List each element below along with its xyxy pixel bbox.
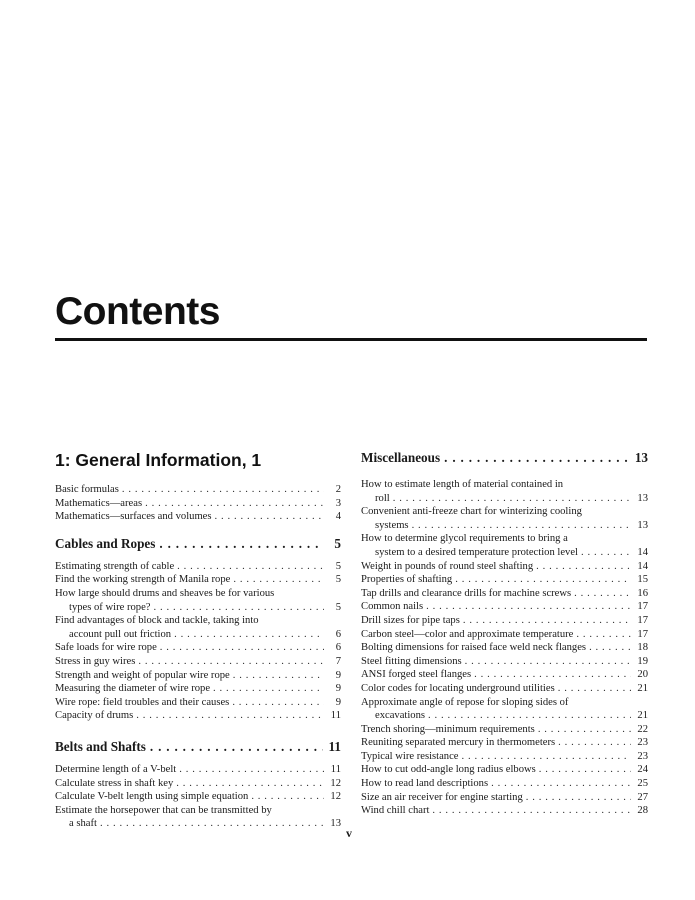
entry-line (55, 682, 341, 696)
leader-dots (160, 641, 324, 655)
entry-title: Mathematics—areas (55, 497, 143, 509)
leader-dots (176, 777, 324, 791)
entry-line (361, 573, 648, 587)
toc-entry[interactable] (55, 790, 341, 804)
toc-entry[interactable] (55, 560, 341, 574)
leader-dots (589, 641, 631, 655)
section-title: Cables and Ropes (55, 535, 156, 551)
entry-line (361, 682, 648, 696)
entry-line (361, 763, 648, 777)
leader-dots (428, 709, 631, 723)
entry-title: Weight in pounds of round steel shafting (361, 560, 534, 572)
entry-line (361, 546, 648, 560)
entry-page: 2 (335, 484, 341, 495)
entry-title: systems (375, 519, 409, 531)
entry-page: 5 (335, 574, 341, 586)
entry-title: Safe loads for wire rope (55, 642, 157, 654)
leader-dots (215, 510, 324, 524)
leader-dots (232, 696, 324, 710)
misc-entries (361, 478, 648, 818)
leader-dots (179, 763, 324, 777)
leader-dots (251, 790, 324, 804)
entry-page: 6 (335, 628, 341, 640)
entry-title-line: Estimate the horsepower that can be transmitted by (55, 804, 272, 816)
left-column (55, 448, 341, 831)
toc-entry[interactable] (361, 641, 648, 655)
entry-line (55, 601, 341, 615)
entry-title: Wind chill chart (361, 805, 430, 817)
toc-entry[interactable] (361, 614, 648, 628)
entry-title: Color codes for locating underground utilities (361, 682, 555, 694)
entry-page: 23 (637, 750, 648, 762)
entry-title: roll (375, 492, 390, 504)
entry-line (361, 655, 648, 669)
entry-page: 20 (637, 669, 648, 681)
entry-title: Reuniting separated mercury in thermometers (361, 737, 556, 749)
leader-dots (432, 804, 631, 818)
intro-entries (55, 483, 341, 524)
toc-entry[interactable] (361, 655, 648, 669)
entry-title: types of wire rope? (69, 601, 151, 613)
entry-title: Calculate stress in shaft key (55, 777, 174, 789)
entry-title-line: Approximate angle of repose for sloping sides of (361, 696, 569, 708)
entry-line (361, 492, 648, 506)
leader-dots (100, 817, 324, 831)
toc-entry[interactable] (361, 573, 648, 587)
leader-dots (474, 668, 631, 682)
title-rule (55, 338, 647, 341)
leader-dots (539, 763, 631, 777)
leader-dots (444, 450, 630, 466)
entry-title: Steel fitting dimensions (361, 655, 462, 667)
leader-dots (174, 628, 324, 642)
entry-line (55, 483, 341, 497)
entry-title: a shaft (69, 818, 97, 830)
entry-line (55, 655, 341, 669)
entry-page: 22 (637, 723, 648, 735)
section-page: 11 (328, 738, 341, 754)
leader-dots (526, 791, 631, 805)
toc-entry[interactable] (55, 763, 341, 777)
leader-dots (412, 519, 631, 533)
entry-page: 11 (330, 710, 341, 722)
entry-page: 13 (330, 818, 341, 830)
entry-page: 11 (330, 763, 341, 775)
entry-page: 17 (637, 601, 648, 613)
leader-dots (455, 573, 631, 587)
entry-page: 13 (637, 492, 648, 504)
section-heading-belts[interactable] (55, 739, 341, 755)
right-column (361, 448, 648, 818)
toc-entry[interactable] (361, 696, 648, 723)
entry-page: 28 (637, 805, 648, 817)
leader-dots (558, 682, 631, 696)
entry-title-line: How to estimate length of material contained in (361, 479, 564, 490)
leader-dots (576, 628, 631, 642)
entry-title: Wire rope: field troubles and their causes (55, 696, 230, 708)
entry-line (55, 763, 341, 777)
entry-page: 5 (335, 560, 341, 572)
entry-line (361, 750, 648, 764)
entry-page: 12 (330, 777, 341, 789)
entry-page: 7 (335, 655, 341, 667)
toc-entry[interactable] (361, 763, 648, 777)
entry-page: 9 (335, 669, 341, 681)
entry-title: Common nails (361, 601, 424, 613)
entry-line (361, 560, 648, 574)
entry-title: Mathematics—surfaces and volumes (55, 511, 212, 523)
toc-entry[interactable] (361, 723, 648, 737)
leader-dots (463, 614, 631, 628)
entry-line (55, 573, 341, 587)
entry-title: Drill sizes for pipe taps (361, 614, 460, 626)
leader-dots (581, 546, 631, 560)
entry-line (361, 628, 648, 642)
entry-page: 21 (637, 682, 648, 694)
section-heading-misc[interactable] (361, 450, 648, 466)
belts-entries (55, 763, 341, 831)
entry-page: 27 (637, 791, 648, 803)
entry-line (55, 709, 341, 723)
entry-line (55, 817, 341, 831)
entry-line (361, 587, 648, 601)
section-heading-cables[interactable] (55, 536, 341, 552)
entry-title: Typical wire resistance (361, 750, 459, 762)
toc-entry[interactable] (361, 777, 648, 791)
entry-title: excavations (375, 710, 426, 722)
entry-page: 14 (637, 546, 648, 558)
entry-title-line: Find advantages of block and tackle, taking into (55, 615, 259, 627)
leader-dots (491, 777, 631, 791)
leader-dots (213, 682, 324, 696)
entry-line (55, 669, 341, 683)
entry-page: 5 (335, 601, 341, 613)
entry-page: 25 (637, 778, 648, 790)
entry-line (55, 497, 341, 511)
entry-page: 18 (637, 642, 648, 654)
toc-entry[interactable] (55, 669, 341, 683)
toc-entry[interactable] (55, 573, 341, 587)
section-page: 5 (334, 535, 341, 551)
entry-title: ANSI forged steel flanges (361, 669, 472, 681)
leader-dots (159, 536, 323, 552)
leader-dots (136, 709, 324, 723)
toc-entry[interactable] (361, 750, 648, 764)
toc-entry[interactable] (55, 614, 341, 641)
entry-line (361, 723, 648, 737)
entry-line (361, 736, 648, 750)
entry-title: Estimating strength of cable (55, 560, 175, 572)
entry-line (361, 668, 648, 682)
entry-page: 12 (330, 791, 341, 803)
toc-entry[interactable] (361, 791, 648, 805)
leader-dots (233, 573, 324, 587)
entry-title: Stress in guy wires (55, 655, 136, 667)
entry-line (361, 614, 648, 628)
leader-dots (150, 739, 323, 755)
entry-title: Size an air receiver for engine starting (361, 791, 523, 803)
entry-line (361, 600, 648, 614)
toc-entry[interactable] (55, 696, 341, 710)
toc-entry[interactable] (361, 587, 648, 601)
entry-title: Find the working strength of Manila rope (55, 574, 231, 586)
toc-entry[interactable] (55, 777, 341, 791)
toc-entry[interactable] (55, 483, 341, 497)
toc-entry[interactable] (361, 668, 648, 682)
entry-title: Trench shoring—minimum requirements (361, 723, 535, 735)
entry-page: 14 (637, 560, 648, 572)
entry-title: How to read land descriptions (361, 778, 489, 790)
entry-title: Strength and weight of popular wire rope (55, 669, 230, 681)
entry-page: 4 (335, 511, 341, 523)
toc-entry[interactable] (361, 600, 648, 614)
entry-title-line: How large should drums and sheaves be for various (55, 587, 275, 599)
entry-line (55, 777, 341, 791)
entry-line (55, 696, 341, 710)
entry-line (361, 804, 648, 818)
section-page: 13 (634, 450, 648, 465)
leader-dots (145, 497, 324, 511)
entry-page: 16 (637, 587, 648, 599)
toc-entry[interactable] (55, 709, 341, 723)
toc-entry[interactable] (55, 510, 341, 524)
leader-dots (153, 601, 324, 615)
entry-title: Calculate V-belt length using simple equation (55, 791, 249, 803)
entry-page: 23 (637, 737, 648, 749)
entry-title: How to cut odd-angle long radius elbows (361, 764, 536, 776)
entry-page: 3 (335, 497, 341, 509)
section-title: Belts and Shafts (55, 738, 146, 754)
entry-title: Basic formulas (55, 484, 119, 495)
toc-entry[interactable] (361, 628, 648, 642)
toc-entry[interactable] (361, 804, 648, 818)
entry-page: 24 (637, 764, 648, 776)
toc-entry[interactable] (361, 682, 648, 696)
page-folio: v (346, 826, 352, 840)
entry-line (55, 560, 341, 574)
leader-dots (393, 492, 631, 506)
entry-line (55, 628, 341, 642)
entry-title: Capacity of drums (55, 710, 134, 722)
toc-entry[interactable] (55, 682, 341, 696)
toc-entry[interactable] (55, 804, 341, 831)
leader-dots (138, 655, 324, 669)
entry-line (361, 777, 648, 791)
leader-dots (538, 723, 631, 737)
toc-entry[interactable] (55, 497, 341, 511)
toc-entry[interactable] (361, 736, 648, 750)
entry-title: Properties of shafting (361, 574, 453, 586)
entry-page: 9 (335, 696, 341, 708)
entry-title: Tap drills and clearance drills for machine screws (361, 587, 572, 599)
page-title: Contents (55, 290, 220, 333)
leader-dots (574, 587, 631, 601)
toc-entry[interactable] (361, 560, 648, 574)
toc-entry[interactable] (55, 587, 341, 614)
toc-entry[interactable] (361, 532, 648, 559)
entry-page: 6 (335, 642, 341, 654)
entry-title-line: Convenient anti-freeze chart for winterizing cooling (361, 506, 582, 518)
entry-line (361, 641, 648, 655)
entry-line (361, 791, 648, 805)
leader-dots (177, 560, 324, 574)
entry-title: account pull out friction (69, 628, 172, 640)
entry-page: 13 (637, 519, 648, 531)
entry-page: 21 (637, 710, 648, 722)
leader-dots (465, 655, 631, 669)
entry-title-line: How to determine glycol requirements to bring a (361, 533, 568, 545)
entry-line (55, 641, 341, 655)
leader-dots (122, 483, 324, 497)
entry-page: 15 (637, 574, 648, 586)
entry-title: Carbon steel—color and approximate temperature (361, 628, 574, 640)
entry-title: Bolting dimensions for raised face weld neck flanges (361, 642, 587, 654)
entry-line (55, 790, 341, 804)
entry-title: Determine length of a V-belt (55, 763, 177, 775)
entry-line (361, 519, 648, 533)
entry-page: 17 (637, 614, 648, 626)
entry-line (55, 510, 341, 524)
toc-entry[interactable] (55, 641, 341, 655)
entry-page: 17 (637, 628, 648, 640)
leader-dots (233, 669, 324, 683)
leader-dots (462, 750, 631, 764)
entry-page: 19 (637, 655, 648, 667)
entry-title: system to a desired temperature protection level (375, 546, 578, 558)
chapter-heading: 1: General Information, 1 (55, 450, 262, 470)
leader-dots (426, 600, 631, 614)
entry-page: 9 (335, 683, 341, 695)
toc-entry[interactable] (361, 505, 648, 532)
entry-title: Measuring the diameter of wire rope (55, 683, 211, 695)
entry-line (361, 709, 648, 723)
leader-dots (536, 560, 631, 574)
section-title: Miscellaneous (361, 450, 441, 465)
toc-entry[interactable] (361, 478, 648, 505)
leader-dots (558, 736, 631, 750)
toc-entry[interactable] (55, 655, 341, 669)
cables-entries (55, 560, 341, 723)
